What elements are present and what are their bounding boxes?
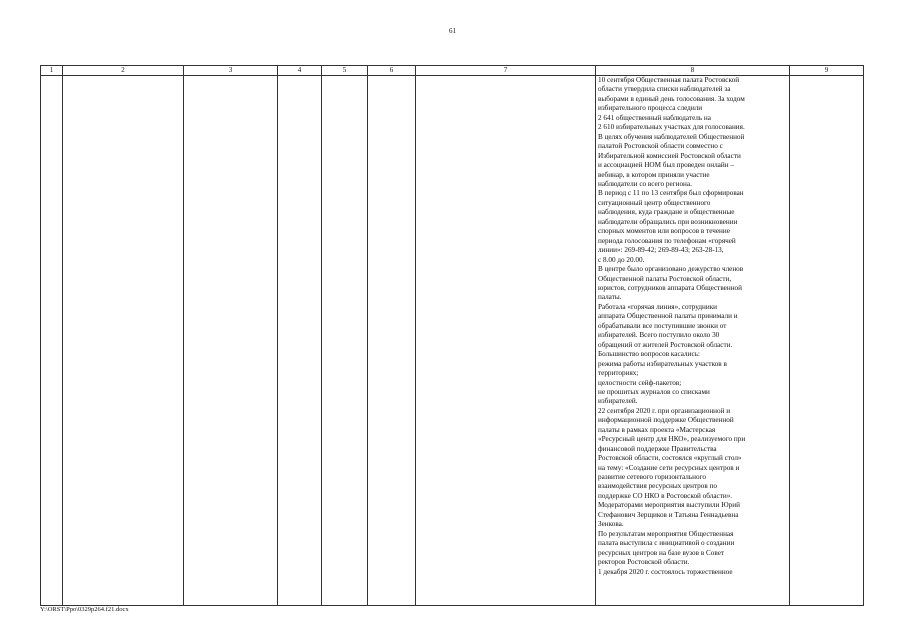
text-line: выборами в единый день голосования. За ходом [598, 94, 745, 103]
text-line: избирателей. Всего поступило около 30 [598, 331, 720, 340]
cell-col-2 [63, 76, 184, 606]
text-line: аппарата Общественной палаты принимали и [598, 312, 738, 321]
text-line: палаты в рамках проекта «Мастерская [598, 425, 716, 434]
text-line: По результатам мероприятия Общественная [598, 529, 734, 538]
text-line: 2 610 избирательных участках для голосования. [598, 123, 745, 132]
document-table [40, 65, 864, 606]
text-line: Избирательной комиссией Ростовской области [598, 151, 741, 160]
text-line: палаты. [598, 293, 622, 302]
text-line: В период с 11 по 13 сентября был сформирован [598, 189, 744, 198]
cell-col-5 [322, 76, 368, 606]
text-line: обрабатывали все поступившие звонки от [598, 321, 727, 330]
column-header-4: 4 [278, 66, 322, 76]
text-line: Модераторами мероприятия выступили Юрий [598, 501, 740, 510]
text-line: ректоров Ростовской области. [598, 558, 690, 567]
cell-col-4 [278, 76, 322, 606]
text-line: Общественной палаты Ростовской области, [598, 274, 732, 283]
text-line: наблюдатели обращались при возникновении [598, 217, 738, 226]
cell-col-9 [790, 76, 864, 606]
table-header-row [41, 66, 864, 76]
text-line: Работала «горячая линия», сотрудники [598, 302, 718, 311]
page-number: 61 [449, 27, 456, 35]
text-line: ситуационный центр общественного [598, 198, 711, 207]
text-line: информационной поддержке Общественной [598, 416, 734, 425]
column-header-6: 6 [368, 66, 416, 76]
cell-col-3 [184, 76, 278, 606]
text-line: Большинство вопросов касались: [598, 350, 700, 359]
text-line: обращений от жителей Ростовской области. [598, 340, 733, 349]
text-line: линии»: 269-89-42; 269-89-43; 263-28-13, [598, 246, 724, 255]
column-header-8: 8 [596, 66, 790, 76]
text-line: поддержке СО НКО в Ростовской области». [598, 491, 733, 500]
text-line: спорных моментов или вопросов в течение [598, 227, 730, 236]
text-line: развитие сетевого горизонтального [598, 473, 706, 482]
text-line: ресурсных центров на базе вузов в Совет [598, 548, 725, 557]
text-line: с 8.00 до 20.00. [598, 255, 645, 264]
text-line: периода голосования по телефонам «горячей [598, 236, 736, 245]
column-header-1: 1 [41, 66, 63, 76]
text-line: наблюдения, куда граждане и общественные [598, 208, 735, 217]
text-line: режима работы избирательных участков в [598, 359, 727, 368]
text-line: «Ресурсный центр для НКО», реализуемого при [598, 435, 746, 444]
text-line: 22 сентября 2020 г. при организационной и [598, 406, 731, 415]
text-line: В целях обучения наблюдателей Общественной [598, 132, 745, 141]
column-header-2: 2 [63, 66, 184, 76]
text-line: вебинар, в котором приняли участие [598, 170, 710, 179]
text-line: наблюдатели со всего региона. [598, 179, 692, 188]
text-line: 2 641 общественный наблюдатель на [598, 113, 711, 122]
text-line: целостности сейф-пакетов; [598, 378, 682, 387]
column-header-7: 7 [416, 66, 596, 76]
column-header-5: 5 [322, 66, 368, 76]
text-line: палатой Ростовской области совместно с [598, 142, 723, 151]
footer-file-path: Y:\ORST\Ppo\0329p264.f21.docx [40, 606, 129, 613]
column-header-3: 3 [184, 66, 278, 76]
text-line: не прошитых журналов со списками [598, 387, 710, 396]
text-line: В центре было организовано дежурство членов [598, 265, 744, 274]
text-line: взаимодействия ресурсных центров по [598, 482, 718, 491]
cell-col-6 [368, 76, 416, 606]
text-line: юристов, сотрудников аппарата Общественной [598, 283, 742, 292]
text-line: Стефанович Зерщиков и Татьяна Геннадьевна [598, 510, 739, 519]
text-line: 1 декабря 2020 г. состоялось торжественное [598, 567, 733, 576]
text-line: Ростовской области, состоялся «круглый стол» [598, 454, 742, 463]
text-line: палата выступила с инициативой о создании [598, 539, 735, 548]
cell-col-7 [416, 76, 596, 606]
table-row [41, 76, 864, 606]
cell-col-1 [41, 76, 63, 606]
text-line: территориях; [598, 369, 639, 378]
cell-col-8-text [596, 76, 790, 606]
text-line: области утвердила списки наблюдателей за [598, 85, 731, 94]
text-line: избирателей. [598, 397, 638, 406]
text-line: на тему: «Создание сети ресурсных центров и [598, 463, 740, 472]
column-header-9: 9 [790, 66, 864, 76]
text-line: финансовой поддержке Правительства [598, 444, 717, 453]
text-line: и ассоциацией НОМ был проведен онлайн – [598, 161, 734, 170]
text-line: избирательного процесса следили [598, 104, 703, 113]
text-line: 10 сентября Общественная палата Ростовской [598, 76, 740, 84]
text-line: Зенкова. [598, 520, 624, 529]
